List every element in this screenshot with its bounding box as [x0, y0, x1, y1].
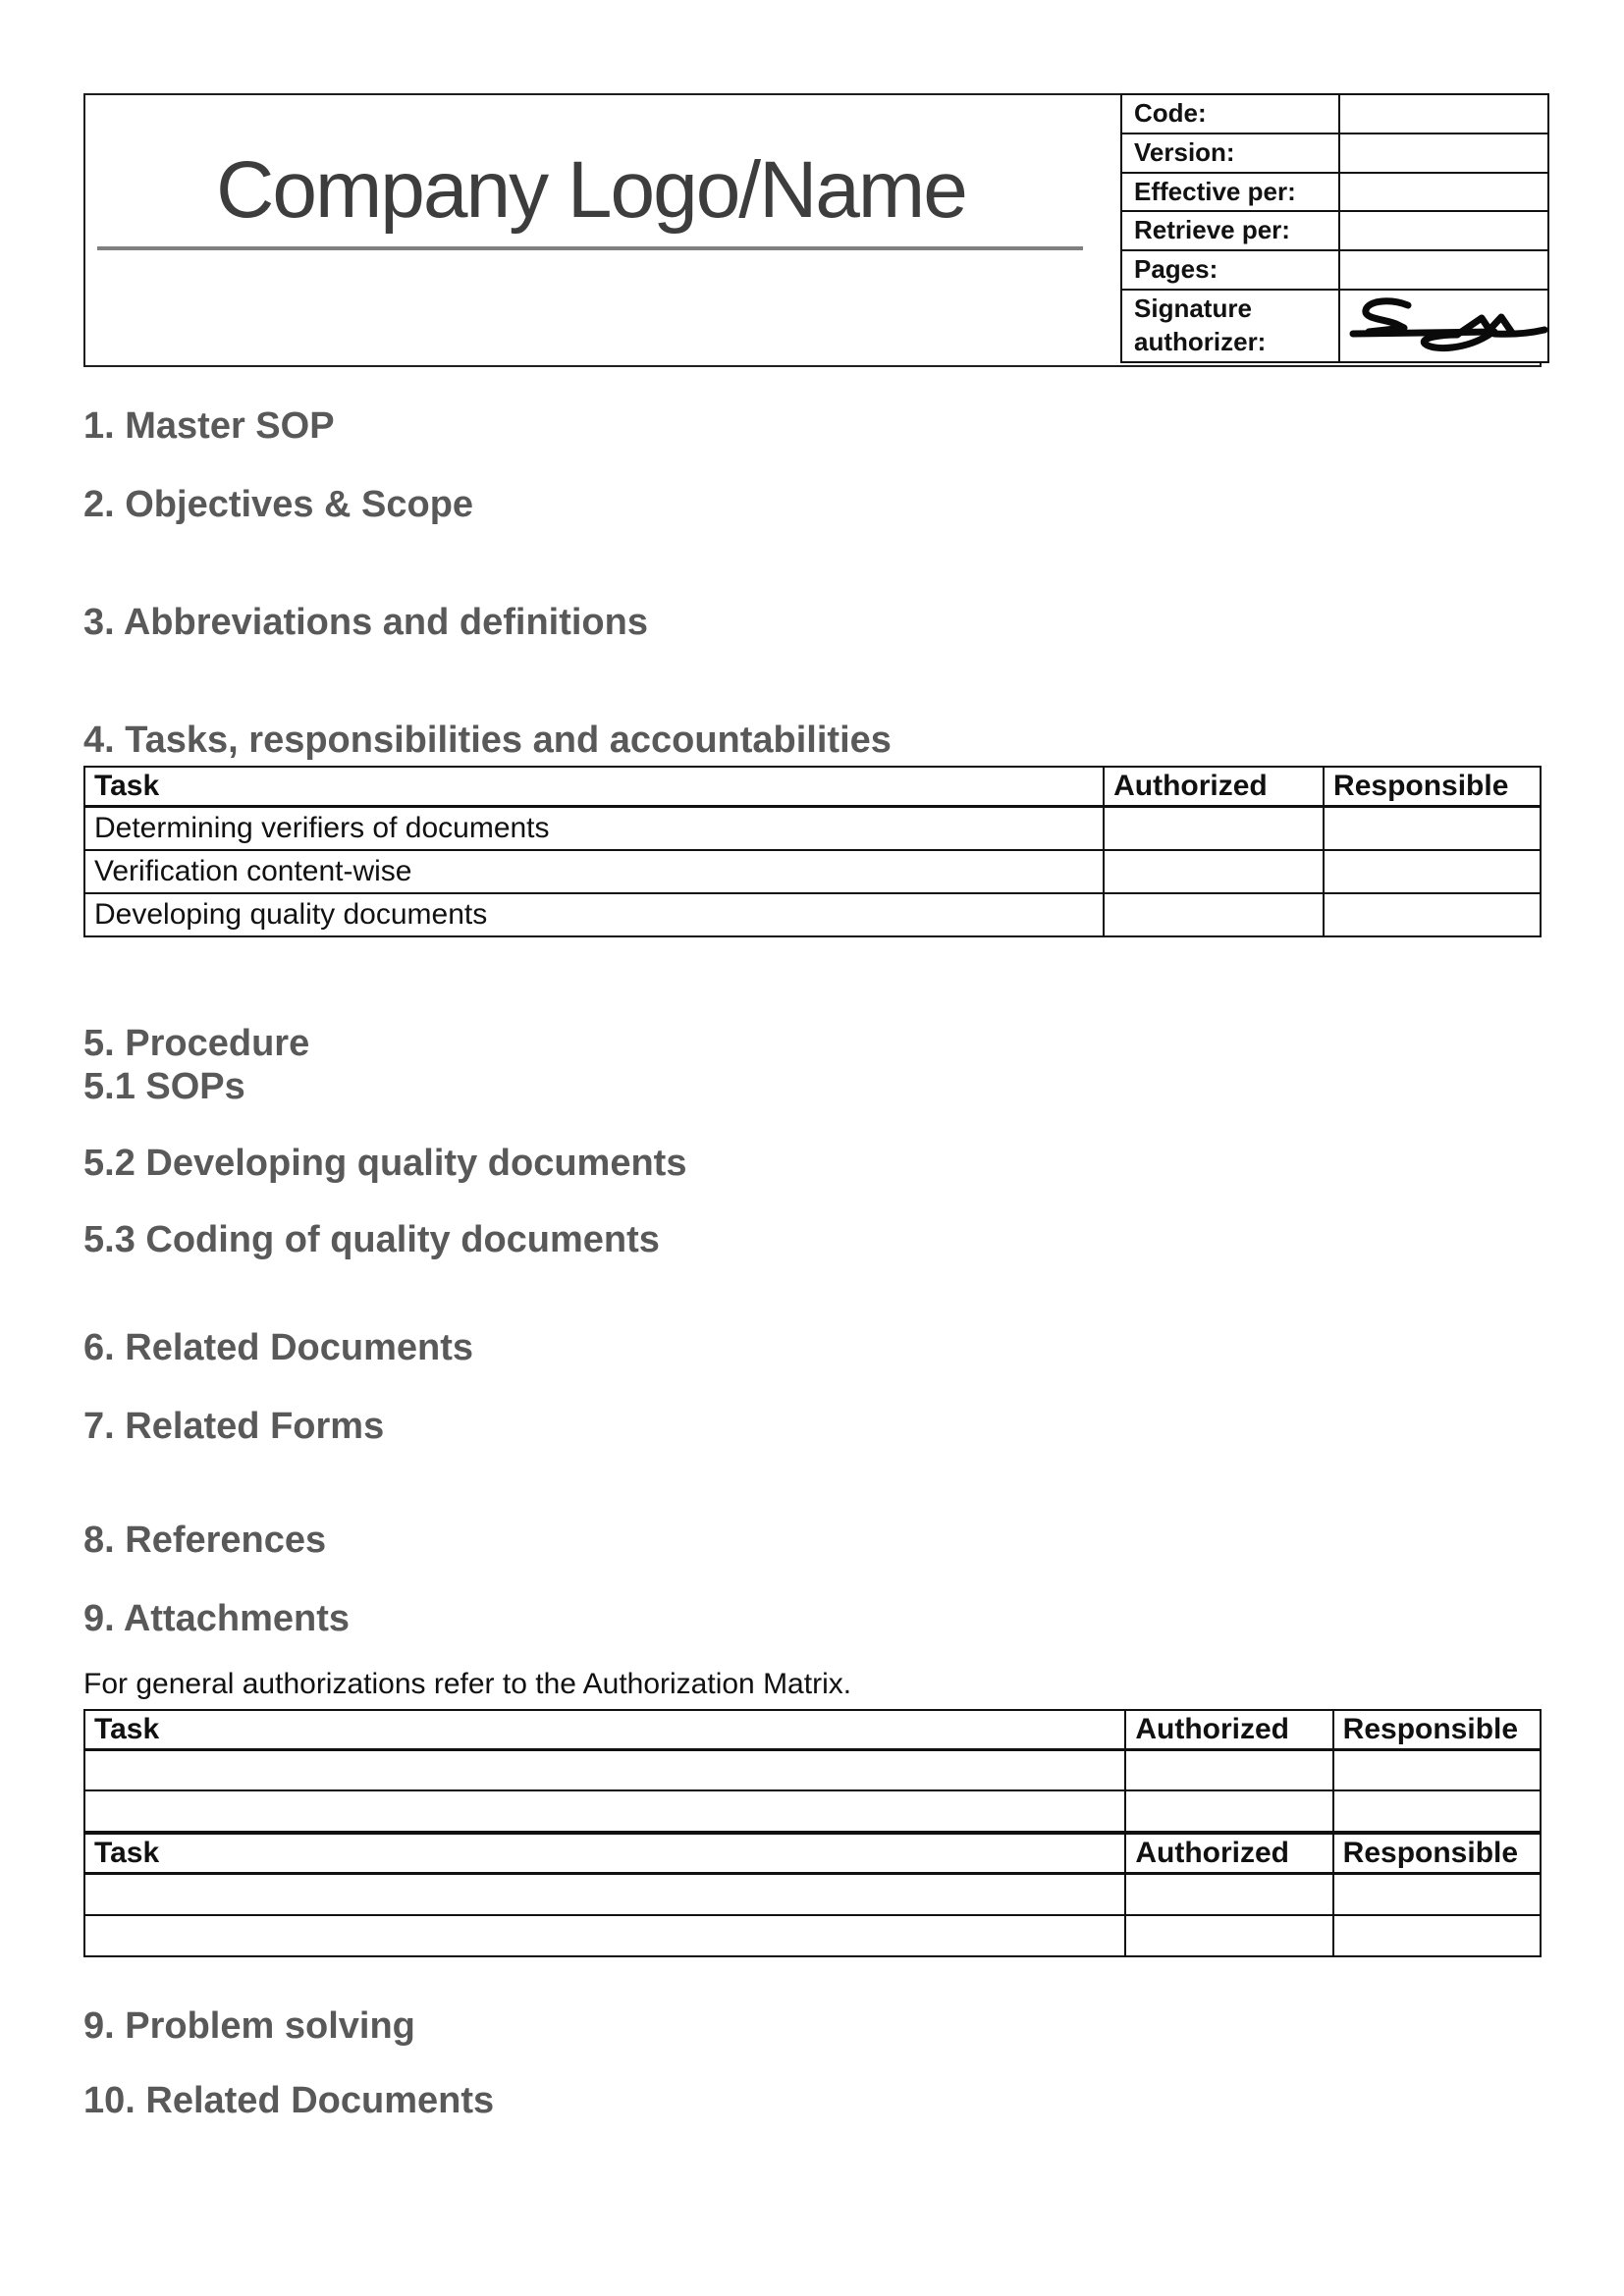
meta-label-version: Version:: [1121, 133, 1339, 173]
table-row: [84, 893, 1541, 936]
meta-value-code: [1339, 94, 1548, 133]
company-logo-name-title: Company Logo/Name: [216, 145, 966, 235]
section-heading-tasks-responsibilities: 4. Tasks, responsibilities and accountabilities: [83, 720, 892, 761]
header-underline: [97, 246, 1083, 250]
section-heading-procedure: 5. Procedure: [83, 1022, 310, 1064]
section-heading-references: 8. References: [83, 1519, 327, 1561]
column-header-authorized: Authorized: [1104, 767, 1324, 807]
tasks-table-header-row: [84, 767, 1541, 807]
meta-label-signature-authorizer: Signature authorizer:: [1121, 290, 1339, 362]
responsible-cell: [1333, 1915, 1541, 1956]
table-row: [84, 850, 1541, 893]
document-header: [83, 93, 1542, 367]
authorization-table-1: [83, 1709, 1542, 1834]
meta-value-retrieve-per: [1339, 211, 1548, 250]
column-header-responsible: Responsible: [1324, 767, 1541, 807]
column-header-responsible: Responsible: [1333, 1834, 1541, 1874]
column-header-task: Task: [84, 767, 1104, 807]
responsible-cell: [1333, 1874, 1541, 1915]
meta-label-code: Code:: [1121, 94, 1339, 133]
authorization-table-2-header-row: [84, 1834, 1541, 1874]
meta-value-version: [1339, 133, 1548, 173]
authorized-cell: [1125, 1749, 1332, 1790]
authorized-cell: [1125, 1915, 1332, 1956]
responsible-cell: [1324, 850, 1541, 893]
section-heading-related-forms: 7. Related Forms: [83, 1405, 385, 1447]
section-heading-master-sop: 1. Master SOP: [83, 405, 335, 447]
authorization-note: For general authorizations refer to the Authorization Matrix.: [83, 1667, 852, 1700]
authorization-table-1-header-row: [84, 1710, 1541, 1750]
task-cell: Verification content-wise: [84, 850, 1104, 893]
meta-value-signature-authorizer: [1339, 290, 1548, 362]
column-header-authorized: Authorized: [1125, 1710, 1332, 1750]
meta-row-pages: [1121, 250, 1548, 290]
section-heading-objectives-scope: 2. Objectives & Scope: [83, 484, 474, 525]
authorized-cell: [1104, 850, 1324, 893]
signature-scribble-icon: [1341, 293, 1546, 359]
responsible-cell: [1333, 1790, 1541, 1832]
task-cell: Determining verifiers of documents: [84, 807, 1104, 850]
section-heading-sops: 5.1 SOPs: [83, 1065, 245, 1107]
table-row: [84, 1790, 1541, 1832]
column-header-task: Task: [84, 1710, 1125, 1750]
meta-label-pages: Pages:: [1121, 250, 1339, 290]
authorized-cell: [1104, 893, 1324, 936]
task-cell: [84, 1790, 1125, 1832]
meta-label-effective-per: Effective per:: [1121, 173, 1339, 212]
meta-value-effective-per: [1339, 173, 1548, 212]
tasks-table: [83, 766, 1542, 937]
authorized-cell: [1125, 1790, 1332, 1832]
section-heading-developing-quality-documents: 5.2 Developing quality documents: [83, 1142, 687, 1184]
task-cell: Developing quality documents: [84, 893, 1104, 936]
column-header-responsible: Responsible: [1333, 1710, 1541, 1750]
authorized-cell: [1104, 807, 1324, 850]
table-row: [84, 1749, 1541, 1790]
column-header-task: Task: [84, 1834, 1125, 1874]
section-heading-attachments: 9. Attachments: [83, 1597, 350, 1639]
meta-value-pages: [1339, 250, 1548, 290]
section-heading-abbreviations: 3. Abbreviations and definitions: [83, 602, 648, 643]
section-heading-related-documents: 6. Related Documents: [83, 1326, 473, 1368]
section-heading-coding-of-quality-documents: 5.3 Coding of quality documents: [83, 1218, 660, 1260]
table-row: [84, 1874, 1541, 1915]
table-row: [84, 807, 1541, 850]
meta-row-code: [1121, 94, 1548, 133]
responsible-cell: [1333, 1749, 1541, 1790]
task-cell: [84, 1874, 1125, 1915]
authorization-table-2: [83, 1833, 1542, 1957]
task-cell: [84, 1915, 1125, 1956]
task-cell: [84, 1749, 1125, 1790]
responsible-cell: [1324, 807, 1541, 850]
company-logo-area: [85, 145, 1097, 420]
meta-row-signature-authorizer: [1121, 290, 1548, 362]
responsible-cell: [1324, 893, 1541, 936]
meta-label-retrieve-per: Retrieve per:: [1121, 211, 1339, 250]
table-row: [84, 1915, 1541, 1956]
meta-row-version: [1121, 133, 1548, 173]
authorized-cell: [1125, 1874, 1332, 1915]
section-heading-problem-solving: 9. Problem solving: [83, 2004, 415, 2047]
section-heading-related-documents-10: 10. Related Documents: [83, 2079, 495, 2121]
meta-row-retrieve-per: [1121, 211, 1548, 250]
column-header-authorized: Authorized: [1125, 1834, 1332, 1874]
meta-row-effective-per: [1121, 173, 1548, 212]
header-meta-table: [1120, 93, 1549, 363]
